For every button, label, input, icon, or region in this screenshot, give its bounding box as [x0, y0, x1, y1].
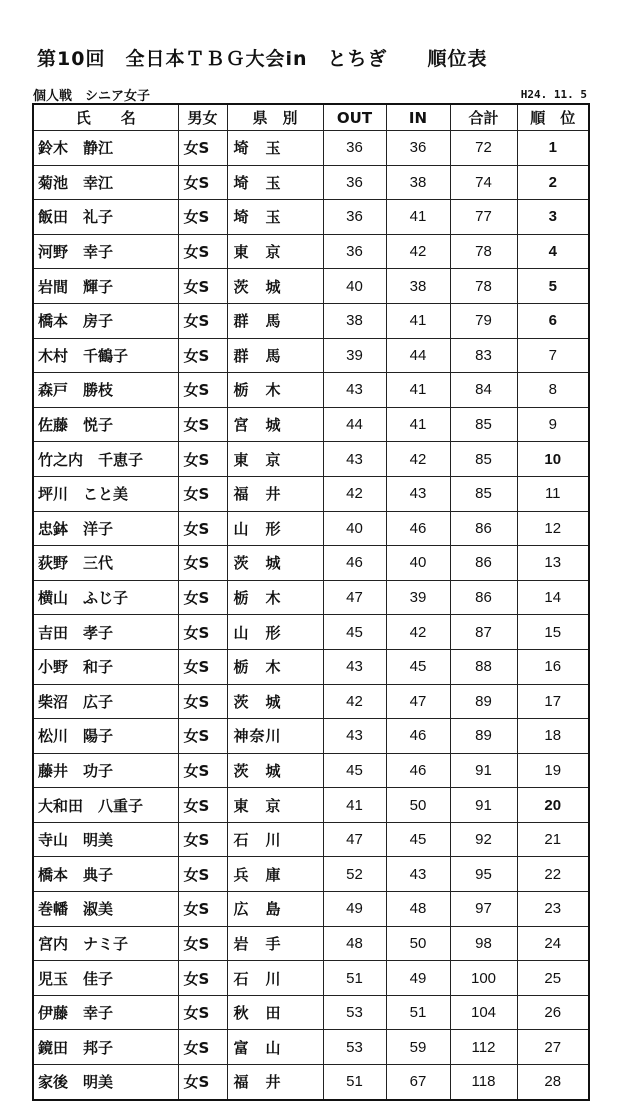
prefecture-cell: 茨 城	[227, 684, 323, 719]
in-score-cell: 40	[386, 546, 450, 581]
total-score-cell: 89	[450, 684, 517, 719]
gender-cell: 女S	[178, 615, 227, 650]
gender-cell: 女S	[178, 1030, 227, 1065]
out-score-cell: 36	[323, 200, 386, 235]
total-score-cell: 88	[450, 649, 517, 684]
table-row	[33, 269, 589, 304]
prefecture-cell: 茨 城	[227, 546, 323, 581]
prefecture-cell: 山 形	[227, 511, 323, 546]
total-score-cell: 92	[450, 822, 517, 857]
in-score-cell: 50	[386, 788, 450, 823]
prefecture-cell: 埼 玉	[227, 200, 323, 235]
name-cell: 佐藤 悦子	[33, 407, 178, 442]
name-cell: 岩間 輝子	[33, 269, 178, 304]
table-row	[33, 303, 589, 338]
total-score-cell: 98	[450, 926, 517, 961]
name-cell: 吉田 孝子	[33, 615, 178, 650]
out-score-cell: 43	[323, 373, 386, 408]
in-score-cell: 50	[386, 926, 450, 961]
table-row	[33, 1065, 589, 1100]
table-row	[33, 373, 589, 408]
rank-cell: 20	[517, 788, 589, 823]
in-score-cell: 36	[386, 131, 450, 166]
in-score-cell: 43	[386, 857, 450, 892]
rank-cell: 18	[517, 719, 589, 754]
in-score-cell: 43	[386, 476, 450, 511]
rank-cell: 12	[517, 511, 589, 546]
total-score-cell: 95	[450, 857, 517, 892]
in-score-cell: 42	[386, 442, 450, 477]
name-cell: 竹之内 千恵子	[33, 442, 178, 477]
prefecture-cell: 栃 木	[227, 580, 323, 615]
total-score-cell: 85	[450, 476, 517, 511]
name-cell: 菊池 幸江	[33, 165, 178, 200]
out-score-cell: 41	[323, 788, 386, 823]
prefecture-cell: 宮 城	[227, 407, 323, 442]
prefecture-cell: 群 馬	[227, 303, 323, 338]
table-row	[33, 892, 589, 927]
name-cell: 児玉 佳子	[33, 961, 178, 996]
out-score-cell: 51	[323, 961, 386, 996]
total-score-cell: 91	[450, 753, 517, 788]
in-score-cell: 48	[386, 892, 450, 927]
name-cell: 藤井 功子	[33, 753, 178, 788]
name-cell: 横山 ふじ子	[33, 580, 178, 615]
rank-cell: 3	[517, 200, 589, 235]
out-score-cell: 49	[323, 892, 386, 927]
table-row	[33, 200, 589, 235]
prefecture-cell: 栃 木	[227, 373, 323, 408]
header-rank: 順 位	[517, 104, 589, 131]
gender-cell: 女S	[178, 649, 227, 684]
table-row	[33, 234, 589, 269]
header-out: OUT	[323, 104, 386, 131]
rank-cell: 5	[517, 269, 589, 304]
out-score-cell: 42	[323, 476, 386, 511]
rank-cell: 22	[517, 857, 589, 892]
total-score-cell: 72	[450, 131, 517, 166]
table-row	[33, 753, 589, 788]
table-row	[33, 822, 589, 857]
in-score-cell: 46	[386, 511, 450, 546]
name-cell: 森戸 勝枝	[33, 373, 178, 408]
in-score-cell: 41	[386, 407, 450, 442]
header-total: 合計	[450, 104, 517, 131]
table-row	[33, 407, 589, 442]
out-score-cell: 53	[323, 1030, 386, 1065]
total-score-cell: 100	[450, 961, 517, 996]
rank-cell: 2	[517, 165, 589, 200]
prefecture-cell: 山 形	[227, 615, 323, 650]
gender-cell: 女S	[178, 303, 227, 338]
name-cell: 柴沼 広子	[33, 684, 178, 719]
out-score-cell: 36	[323, 165, 386, 200]
out-score-cell: 42	[323, 684, 386, 719]
out-score-cell: 36	[323, 234, 386, 269]
rank-cell: 28	[517, 1065, 589, 1100]
table-row	[33, 615, 589, 650]
name-cell: 宮内 ナミ子	[33, 926, 178, 961]
in-score-cell: 41	[386, 200, 450, 235]
table-row	[33, 926, 589, 961]
gender-cell: 女S	[178, 1065, 227, 1100]
document-date: H24. 11. 5	[520, 88, 587, 101]
rank-cell: 21	[517, 822, 589, 857]
in-score-cell: 38	[386, 269, 450, 304]
gender-cell: 女S	[178, 719, 227, 754]
gender-cell: 女S	[178, 269, 227, 304]
in-score-cell: 45	[386, 822, 450, 857]
in-score-cell: 46	[386, 753, 450, 788]
total-score-cell: 78	[450, 234, 517, 269]
rank-cell: 8	[517, 373, 589, 408]
out-score-cell: 51	[323, 1065, 386, 1100]
prefecture-cell: 栃 木	[227, 649, 323, 684]
in-score-cell: 41	[386, 373, 450, 408]
name-cell: 橋本 房子	[33, 303, 178, 338]
rank-cell: 14	[517, 580, 589, 615]
in-score-cell: 41	[386, 303, 450, 338]
rank-cell: 9	[517, 407, 589, 442]
rank-cell: 26	[517, 995, 589, 1030]
in-score-cell: 44	[386, 338, 450, 373]
rank-cell: 16	[517, 649, 589, 684]
gender-cell: 女S	[178, 926, 227, 961]
total-score-cell: 84	[450, 373, 517, 408]
rank-cell: 19	[517, 753, 589, 788]
prefecture-cell: 神奈川	[227, 719, 323, 754]
in-score-cell: 39	[386, 580, 450, 615]
gender-cell: 女S	[178, 511, 227, 546]
in-score-cell: 49	[386, 961, 450, 996]
out-score-cell: 45	[323, 615, 386, 650]
table-row	[33, 546, 589, 581]
out-score-cell: 36	[323, 131, 386, 166]
in-score-cell: 51	[386, 995, 450, 1030]
in-score-cell: 67	[386, 1065, 450, 1100]
table-row	[33, 165, 589, 200]
out-score-cell: 47	[323, 580, 386, 615]
table-row	[33, 476, 589, 511]
out-score-cell: 48	[323, 926, 386, 961]
prefecture-cell: 福 井	[227, 1065, 323, 1100]
table-row	[33, 857, 589, 892]
in-score-cell: 38	[386, 165, 450, 200]
rank-cell: 7	[517, 338, 589, 373]
total-score-cell: 87	[450, 615, 517, 650]
table-row	[33, 788, 589, 823]
rank-cell: 25	[517, 961, 589, 996]
gender-cell: 女S	[178, 753, 227, 788]
in-score-cell: 42	[386, 234, 450, 269]
name-cell: 鈴木 静江	[33, 131, 178, 166]
in-score-cell: 47	[386, 684, 450, 719]
prefecture-cell: 岩 手	[227, 926, 323, 961]
out-score-cell: 45	[323, 753, 386, 788]
table-row	[33, 719, 589, 754]
table-row	[33, 1030, 589, 1065]
name-cell: 坪川 こと美	[33, 476, 178, 511]
gender-cell: 女S	[178, 857, 227, 892]
gender-cell: 女S	[178, 131, 227, 166]
table-row	[33, 338, 589, 373]
header-in: IN	[386, 104, 450, 131]
total-score-cell: 91	[450, 788, 517, 823]
prefecture-cell: 茨 城	[227, 269, 323, 304]
rank-cell: 15	[517, 615, 589, 650]
name-cell: 河野 幸子	[33, 234, 178, 269]
out-score-cell: 43	[323, 649, 386, 684]
out-score-cell: 44	[323, 407, 386, 442]
name-cell: 寺山 明美	[33, 822, 178, 857]
name-cell: 鏡田 邦子	[33, 1030, 178, 1065]
name-cell: 飯田 礼子	[33, 200, 178, 235]
total-score-cell: 86	[450, 511, 517, 546]
name-cell: 松川 陽子	[33, 719, 178, 754]
gender-cell: 女S	[178, 200, 227, 235]
gender-cell: 女S	[178, 442, 227, 477]
total-score-cell: 74	[450, 165, 517, 200]
table-row	[33, 442, 589, 477]
rank-cell: 11	[517, 476, 589, 511]
out-score-cell: 40	[323, 511, 386, 546]
table-row	[33, 580, 589, 615]
name-cell: 忠鉢 洋子	[33, 511, 178, 546]
prefecture-cell: 群 馬	[227, 338, 323, 373]
table-row	[33, 131, 589, 166]
table-row	[33, 995, 589, 1030]
out-score-cell: 43	[323, 719, 386, 754]
total-score-cell: 118	[450, 1065, 517, 1100]
header-gender: 男女	[178, 104, 227, 131]
gender-cell: 女S	[178, 476, 227, 511]
prefecture-cell: 茨 城	[227, 753, 323, 788]
gender-cell: 女S	[178, 684, 227, 719]
prefecture-cell: 東 京	[227, 234, 323, 269]
gender-cell: 女S	[178, 165, 227, 200]
prefecture-cell: 富 山	[227, 1030, 323, 1065]
prefecture-cell: 福 井	[227, 476, 323, 511]
out-score-cell: 47	[323, 822, 386, 857]
total-score-cell: 86	[450, 546, 517, 581]
out-score-cell: 53	[323, 995, 386, 1030]
rank-cell: 23	[517, 892, 589, 927]
in-score-cell: 45	[386, 649, 450, 684]
in-score-cell: 59	[386, 1030, 450, 1065]
ranking-table	[32, 103, 590, 1101]
header-name: 氏 名	[33, 104, 178, 131]
gender-cell: 女S	[178, 407, 227, 442]
rank-cell: 27	[517, 1030, 589, 1065]
prefecture-cell: 石 川	[227, 822, 323, 857]
out-score-cell: 52	[323, 857, 386, 892]
gender-cell: 女S	[178, 546, 227, 581]
rank-cell: 17	[517, 684, 589, 719]
prefecture-cell: 石 川	[227, 961, 323, 996]
total-score-cell: 85	[450, 407, 517, 442]
gender-cell: 女S	[178, 338, 227, 373]
total-score-cell: 85	[450, 442, 517, 477]
rank-cell: 1	[517, 131, 589, 166]
prefecture-cell: 東 京	[227, 442, 323, 477]
table-row	[33, 961, 589, 996]
table-body	[33, 131, 589, 1100]
category-subtitle: 個人戦 シニア女子	[33, 89, 151, 104]
gender-cell: 女S	[178, 892, 227, 927]
name-cell: 木村 千鶴子	[33, 338, 178, 373]
gender-cell: 女S	[178, 822, 227, 857]
prefecture-cell: 秋 田	[227, 995, 323, 1030]
prefecture-cell: 広 島	[227, 892, 323, 927]
prefecture-cell: 兵 庫	[227, 857, 323, 892]
rank-cell: 24	[517, 926, 589, 961]
total-score-cell: 97	[450, 892, 517, 927]
gender-cell: 女S	[178, 788, 227, 823]
table-row	[33, 511, 589, 546]
total-score-cell: 77	[450, 200, 517, 235]
name-cell: 伊藤 幸子	[33, 995, 178, 1030]
rank-cell: 10	[517, 442, 589, 477]
table-row	[33, 684, 589, 719]
name-cell: 橋本 典子	[33, 857, 178, 892]
total-score-cell: 78	[450, 269, 517, 304]
rank-cell: 13	[517, 546, 589, 581]
out-score-cell: 39	[323, 338, 386, 373]
gender-cell: 女S	[178, 995, 227, 1030]
gender-cell: 女S	[178, 234, 227, 269]
total-score-cell: 79	[450, 303, 517, 338]
name-cell: 小野 和子	[33, 649, 178, 684]
out-score-cell: 43	[323, 442, 386, 477]
table-header-row	[33, 104, 589, 131]
total-score-cell: 83	[450, 338, 517, 373]
total-score-cell: 86	[450, 580, 517, 615]
rank-cell: 4	[517, 234, 589, 269]
gender-cell: 女S	[178, 961, 227, 996]
prefecture-cell: 埼 玉	[227, 131, 323, 166]
rank-cell: 6	[517, 303, 589, 338]
total-score-cell: 89	[450, 719, 517, 754]
name-cell: 巻幡 淑美	[33, 892, 178, 927]
prefecture-cell: 東 京	[227, 788, 323, 823]
total-score-cell: 104	[450, 995, 517, 1030]
name-cell: 大和田 八重子	[33, 788, 178, 823]
out-score-cell: 40	[323, 269, 386, 304]
gender-cell: 女S	[178, 373, 227, 408]
name-cell: 家後 明美	[33, 1065, 178, 1100]
total-score-cell: 112	[450, 1030, 517, 1065]
in-score-cell: 46	[386, 719, 450, 754]
out-score-cell: 46	[323, 546, 386, 581]
header-prefecture: 県 別	[227, 104, 323, 131]
table-row	[33, 649, 589, 684]
prefecture-cell: 埼 玉	[227, 165, 323, 200]
gender-cell: 女S	[178, 580, 227, 615]
page-title: 第10回 全日本ＴＢＧ大会in とちぎ 順位表	[37, 48, 488, 70]
out-score-cell: 38	[323, 303, 386, 338]
name-cell: 荻野 三代	[33, 546, 178, 581]
in-score-cell: 42	[386, 615, 450, 650]
